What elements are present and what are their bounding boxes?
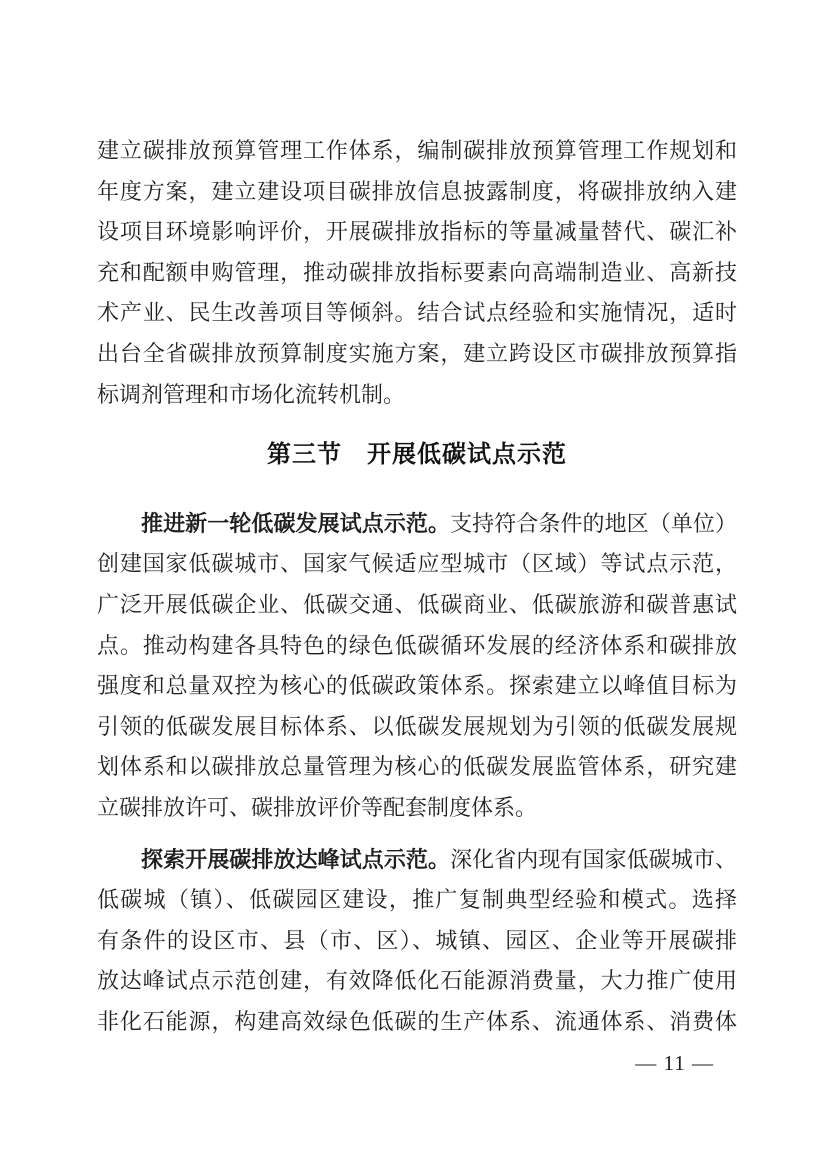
text-line xyxy=(97,375,737,416)
body-text: 广泛开展低碳企业、低碳交通、低碳商业、低碳旅游和碳普惠试 xyxy=(97,591,737,617)
body-text: 深化省内现有国家低碳城市、 xyxy=(450,846,737,872)
body-text: 年度方案，建立建设项目碳排放信息披露制度，将碳排放纳入建 xyxy=(97,178,737,204)
body-text: 术产业、民生改善项目等倾斜。结合试点经验和实施情况，适时 xyxy=(97,300,737,326)
paragraph xyxy=(97,131,737,415)
body-text: 立碳排放许可、碳排放评价等配套制度体系。 xyxy=(97,794,538,820)
text-line xyxy=(97,544,737,585)
text-line xyxy=(97,585,737,626)
section-heading: 第三节 开展低碳试点示范 xyxy=(267,441,567,469)
text-line xyxy=(97,334,737,375)
body-text: 非化石能源，构建高效绿色低碳的生产体系、流通体系、消费体 xyxy=(97,1008,737,1034)
body-text: 出台全省碳排放预算制度实施方案，建立跨设区市碳排放预算指 xyxy=(97,340,737,366)
body-text: 有条件的设区市、县（市、区）、城镇、园区、企业等开展碳排 xyxy=(97,927,737,953)
text-line xyxy=(97,788,737,829)
text-line xyxy=(97,961,737,1002)
text-line xyxy=(97,626,737,667)
lead-in-text: 探索开展碳排放达峰试点示范。 xyxy=(141,846,451,872)
paragraph xyxy=(97,504,737,829)
body-text: 支持符合条件的地区（单位） xyxy=(450,510,737,536)
document-body xyxy=(97,131,737,1042)
body-text: 强度和总量双控为核心的低碳政策体系。探索建立以峰值目标为 xyxy=(97,673,737,699)
text-line xyxy=(97,172,737,213)
text-line xyxy=(97,880,737,921)
text-line xyxy=(97,212,737,253)
body-text: 引领的低碳发展目标体系、以低碳发展规划为引领的低碳发展规 xyxy=(97,713,737,739)
body-text: 创建国家低碳城市、国家气候适应型城市（区域）等试点示范， xyxy=(97,551,737,577)
text-line xyxy=(97,504,737,545)
body-text: 划体系和以碳排放总量管理为核心的低碳发展监管体系，研究建 xyxy=(97,754,737,780)
page-number: — 11 — xyxy=(635,1051,714,1075)
text-line xyxy=(97,747,737,788)
body-text: 标调剂管理和市场化流转机制。 xyxy=(97,381,406,407)
text-line xyxy=(97,293,737,334)
text-line xyxy=(97,253,737,294)
text-line xyxy=(97,921,737,962)
body-text: 放达峰试点示范创建，有效降低化石能源消费量，大力推广使用 xyxy=(97,968,737,994)
text-line xyxy=(97,1002,737,1043)
body-text: 低碳城（镇）、低碳园区建设，推广复制典型经验和模式。选择 xyxy=(97,887,737,913)
text-line xyxy=(97,840,737,881)
text-line xyxy=(97,131,737,172)
text-line xyxy=(97,707,737,748)
body-text: 建立碳排放预算管理工作体系，编制碳排放预算管理工作规划和 xyxy=(97,138,737,163)
body-text: 充和配额申购管理，推动碳排放指标要素向高端制造业、高新技 xyxy=(97,259,737,285)
body-text: 点。推动构建各具特色的绿色低碳循环发展的经济体系和碳排放 xyxy=(97,632,737,658)
lead-in-text: 推进新一轮低碳发展试点示范。 xyxy=(141,510,451,536)
paragraph xyxy=(97,840,737,1043)
text-line xyxy=(97,666,737,707)
body-text: 设项目环境影响评价，开展碳排放指标的等量减量替代、碳汇补 xyxy=(97,219,737,245)
